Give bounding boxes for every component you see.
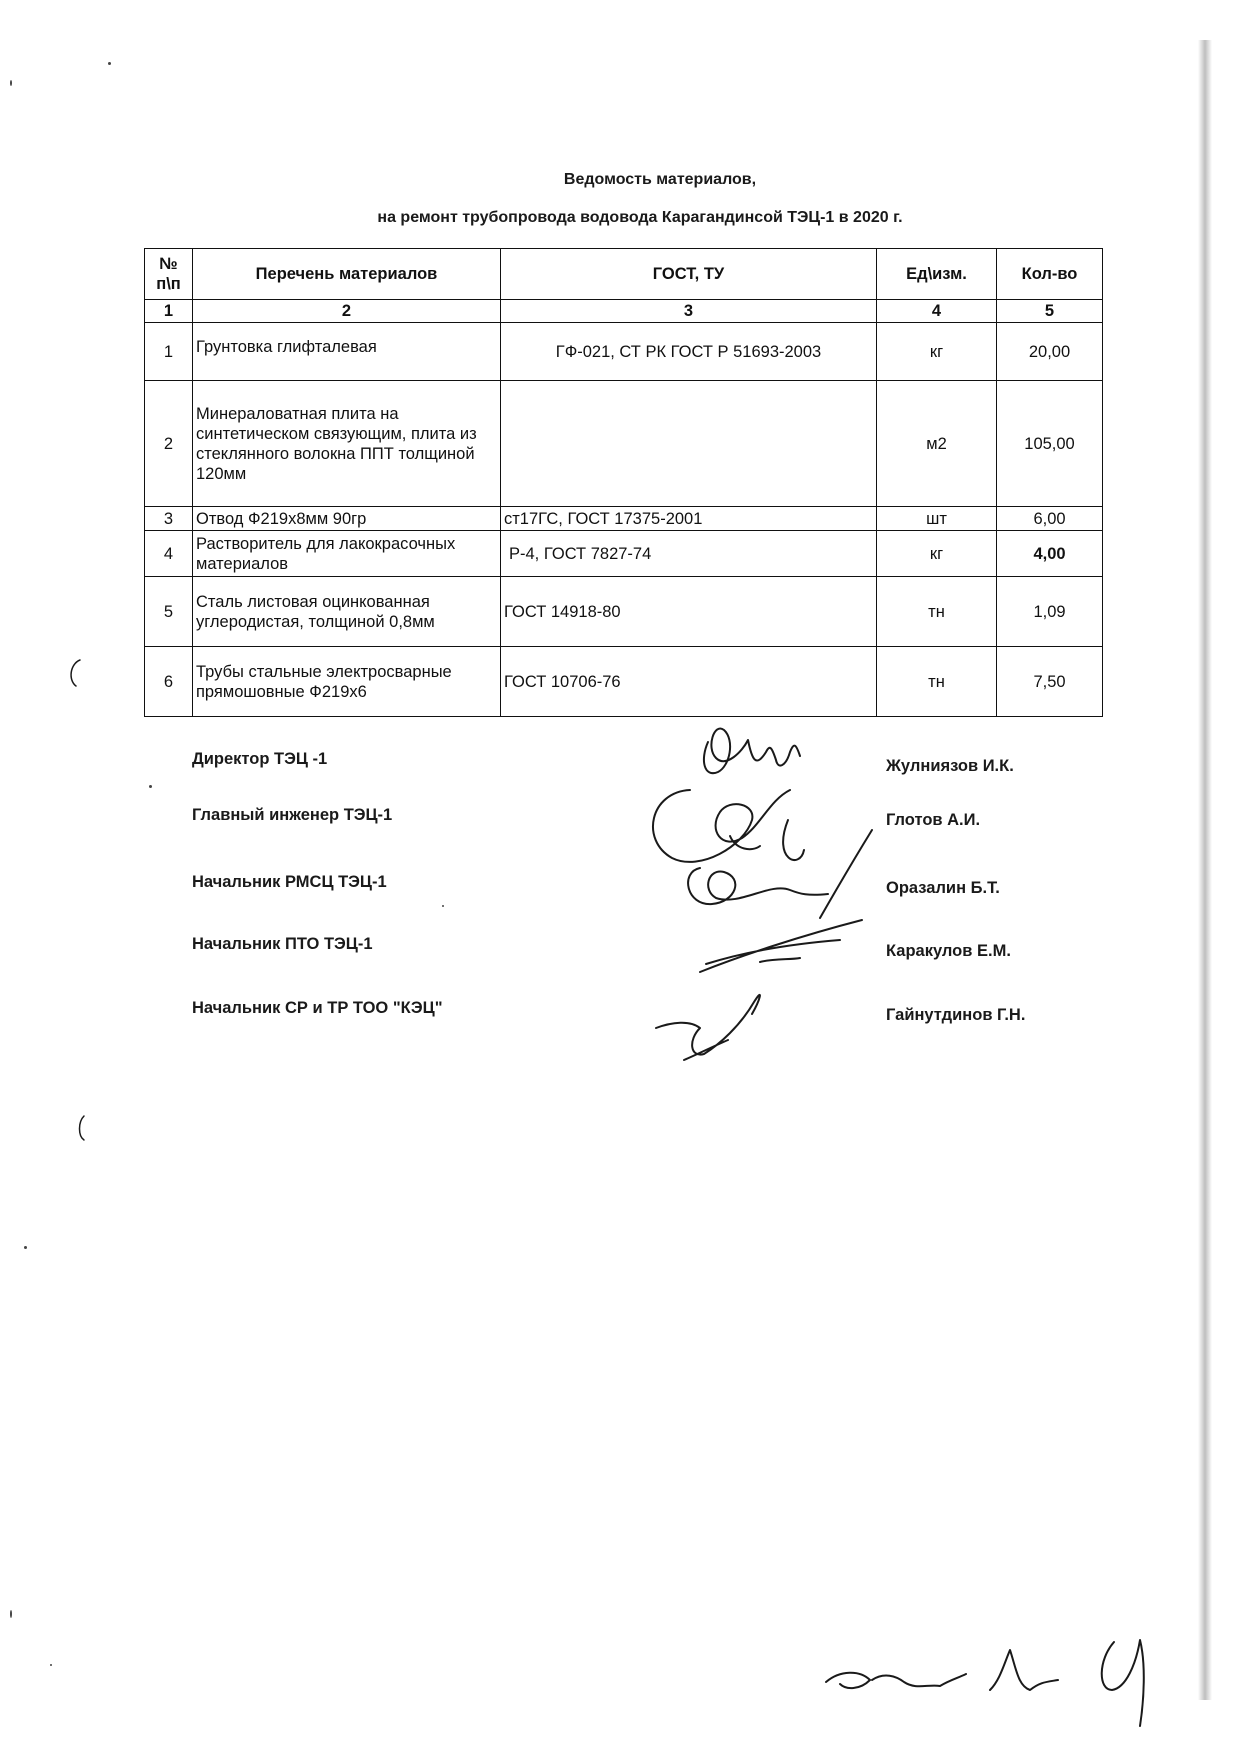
- header-unit: Ед\изм.: [877, 249, 997, 300]
- material-unit: тн: [877, 577, 997, 647]
- signatory-name: Гайнутдинов Г.Н.: [886, 1006, 1026, 1024]
- signatory-name: Жулниязов И.К.: [886, 757, 1014, 775]
- signature-rmsc: [688, 830, 872, 918]
- margin-mark: [71, 660, 80, 686]
- document-title: Ведомость материалов,: [563, 171, 757, 188]
- material-name: Растворитель для лакокрасочных материалов: [193, 531, 501, 577]
- material-quantity: 105,00: [997, 381, 1103, 507]
- material-unit: шт: [877, 507, 997, 531]
- signatory-title: Начальник ПТО ТЭЦ-1: [192, 935, 373, 953]
- column-number: 5: [997, 300, 1103, 323]
- signature-pto: [700, 920, 862, 972]
- signatory-name: Глотов А.И.: [886, 811, 981, 829]
- material-name: Минераловатная плита на синтетическом связующим, плита из стеклянного волокна ППТ толщиной 120мм: [193, 381, 501, 507]
- initials-bottom-1: [826, 1673, 966, 1688]
- signature-chief-engineer: [653, 790, 804, 862]
- material-quantity: 4,00: [997, 531, 1103, 577]
- material-quantity: 6,00: [997, 507, 1103, 531]
- signatory-title: Начальник РМСЦ ТЭЦ-1: [192, 873, 387, 891]
- initials-bottom-3: [1102, 1640, 1144, 1726]
- signatory-title: Главный инженер ТЭЦ-1: [192, 806, 393, 824]
- material-name: Сталь листовая оцинкованная углеродистая, толщиной 0,8мм: [193, 577, 501, 647]
- row-number: 6: [145, 647, 193, 717]
- material-gost: ст17ГС, ГОСТ 17375-2001: [501, 507, 877, 531]
- header-quantity: Кол-во: [997, 249, 1103, 300]
- material-unit: кг: [877, 531, 997, 577]
- document-subtitle: на ремонт трубопровода водовода Карагандинсой ТЭЦ-1 в 2020 г.: [377, 209, 903, 226]
- margin-mark: [80, 1116, 85, 1140]
- material-unit: тн: [877, 647, 997, 717]
- row-number: 2: [145, 381, 193, 507]
- material-quantity: 1,09: [997, 577, 1103, 647]
- material-gost: ГОСТ 10706-76: [501, 647, 877, 717]
- column-number: 4: [877, 300, 997, 323]
- signature-director: [704, 728, 800, 773]
- row-number: 3: [145, 507, 193, 531]
- material-quantity: 20,00: [997, 323, 1103, 381]
- material-quantity: 7,50: [997, 647, 1103, 717]
- material-gost: ГОСТ 14918-80: [501, 577, 877, 647]
- signatory-name: Оразалин Б.Т.: [886, 879, 1000, 897]
- signature-sr-tr: [656, 995, 760, 1060]
- header-materials: Перечень материалов: [193, 249, 501, 300]
- row-number: 5: [145, 577, 193, 647]
- material-unit: кг: [877, 323, 997, 381]
- header-gost: ГОСТ, ТУ: [501, 249, 877, 300]
- material-gost: Р-4, ГОСТ 7827-74: [501, 531, 877, 577]
- column-number: 3: [501, 300, 877, 323]
- material-unit: м2: [877, 381, 997, 507]
- material-gost: ГФ-021, СТ РК ГОСТ Р 51693-2003: [501, 323, 877, 381]
- initials-bottom-2: [990, 1650, 1058, 1690]
- signatory-name: Каракулов Е.М.: [886, 942, 1011, 960]
- header-number: № п\п: [145, 249, 193, 300]
- column-number: 2: [193, 300, 501, 323]
- signatory-title: Начальник СР и ТР ТОО "КЭЦ": [192, 999, 443, 1017]
- row-number: 1: [145, 323, 193, 381]
- material-name: Грунтовка глифталевая: [193, 323, 501, 381]
- signatory-title: Директор ТЭЦ -1: [192, 750, 328, 768]
- material-name: Трубы стальные электросварные прямошовные Ф219х6: [193, 647, 501, 717]
- material-name: Отвод Ф219х8мм 90гр: [193, 507, 501, 531]
- row-number: 4: [145, 531, 193, 577]
- column-number: 1: [145, 300, 193, 323]
